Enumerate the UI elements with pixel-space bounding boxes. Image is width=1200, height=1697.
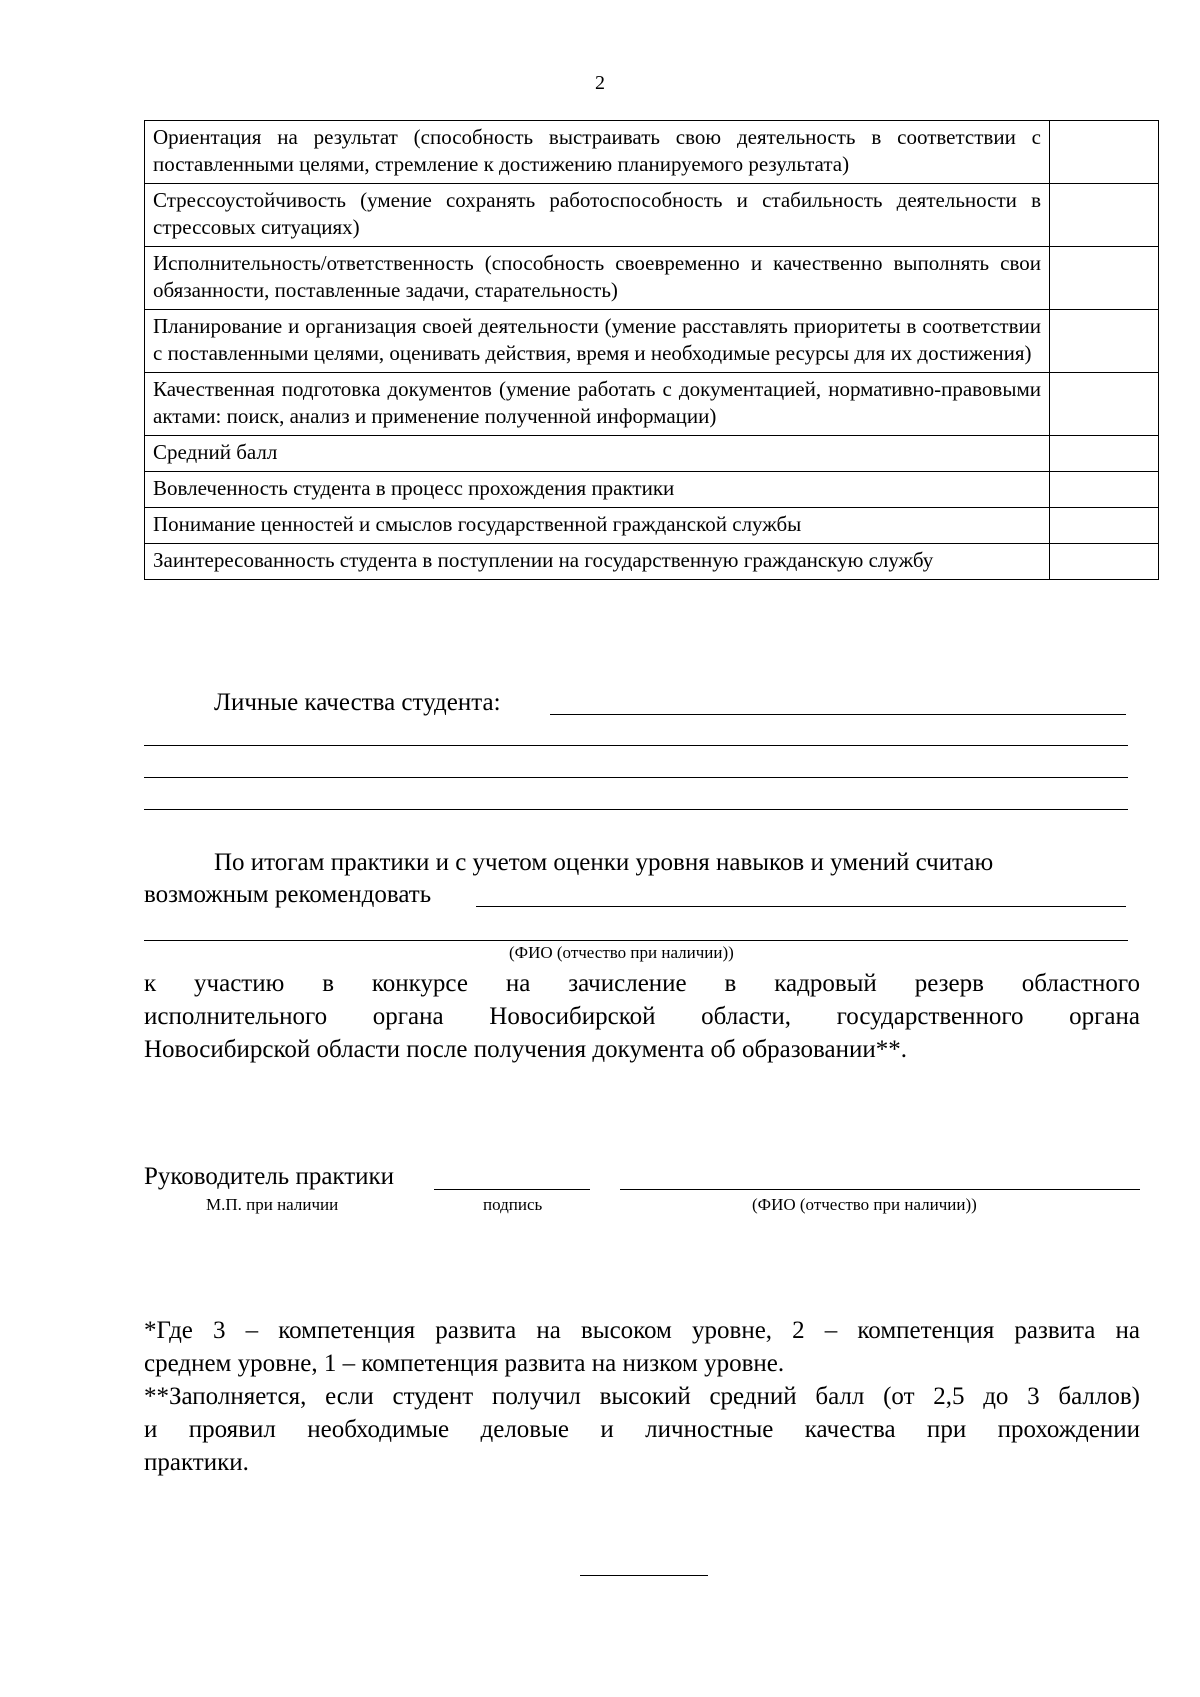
recommend-cont-3: Новосибирской области после получения документа об образовании**. xyxy=(144,1036,907,1063)
competency-row xyxy=(145,184,1159,247)
page-number: 2 xyxy=(595,72,605,94)
footnote-2-line-2: и проявил необходимые деловые и личностные качества при прохождении xyxy=(144,1416,1140,1443)
competency-score-cell[interactable] xyxy=(1050,310,1159,373)
recommend-fio-line-2[interactable] xyxy=(144,940,1128,941)
supervisor-fio-line[interactable] xyxy=(620,1189,1140,1190)
competency-row xyxy=(145,544,1159,580)
recommend-cont-2: исполнительного органа Новосибирской области, государственного органа xyxy=(144,1003,1140,1030)
competency-text: Исполнительность/ответственность (способность своевременно и качественно выполнять свои обязанности, поставленные задачи, старательность) xyxy=(145,247,1050,310)
competency-score-cell[interactable] xyxy=(1050,436,1159,472)
competency-text: Заинтересованность студента в поступлении на государственную гражданскую службу xyxy=(145,544,1050,580)
recommend-fio-caption: (ФИО (отчество при наличии)) xyxy=(509,943,734,962)
recommend-line-1: По итогам практики и с учетом оценки уровня навыков и умений считаю xyxy=(214,849,994,876)
competency-text: Средний балл xyxy=(145,436,1050,472)
competency-text: Ориентация на результат (способность выстраивать свою деятельность в соответствии с поставленными целями, стремление к достижению планируемого результата) xyxy=(145,121,1050,184)
recommend-cont-1: к участию в конкурсе на зачисление в кадровый резерв областного xyxy=(144,970,1140,997)
personal-qualities-line-2[interactable] xyxy=(144,745,1128,746)
competency-row xyxy=(145,472,1159,508)
personal-qualities-line-4[interactable] xyxy=(144,809,1128,810)
footnote-1-line-2: среднем уровне, 1 – компетенция развита на низком уровне. xyxy=(144,1350,785,1377)
recommend-fio-line[interactable] xyxy=(476,906,1126,907)
competency-table xyxy=(144,120,1159,580)
competency-score-cell[interactable] xyxy=(1050,472,1159,508)
footnote-1-line-1: *Где 3 – компетенция развита на высоком уровне, 2 – компетенция развита на xyxy=(144,1317,1140,1344)
competency-text: Стрессоустойчивость (умение сохранять работоспособность и стабильность деятельности в стрессовых ситуациях) xyxy=(145,184,1050,247)
competency-row xyxy=(145,247,1159,310)
recommend-line-2: возможным рекомендовать xyxy=(144,881,432,908)
stamp-caption: М.П. при наличии xyxy=(206,1195,339,1214)
competency-row xyxy=(145,373,1159,436)
competency-score-cell[interactable] xyxy=(1050,544,1159,580)
competency-text: Вовлеченность студента в процесс прохождения практики xyxy=(145,472,1050,508)
competency-text: Качественная подготовка документов (умение работать с документацией, нормативно-правовыми актами: поиск, анализ и применение полученной информации) xyxy=(145,373,1050,436)
competency-score-cell[interactable] xyxy=(1050,247,1159,310)
personal-qualities-label: Личные качества студента: xyxy=(214,689,501,716)
competency-row xyxy=(145,121,1159,184)
personal-qualities-line-3[interactable] xyxy=(144,777,1128,778)
personal-qualities-line-1[interactable] xyxy=(550,714,1126,715)
footnote-2-line-3: практики. xyxy=(144,1449,249,1476)
signature-line[interactable] xyxy=(434,1189,590,1190)
competency-row xyxy=(145,436,1159,472)
competency-score-cell[interactable] xyxy=(1050,373,1159,436)
competency-score-cell[interactable] xyxy=(1050,121,1159,184)
competency-row xyxy=(145,310,1159,373)
supervisor-fio-caption: (ФИО (отчество при наличии)) xyxy=(752,1195,977,1214)
supervisor-label: Руководитель практики xyxy=(144,1163,395,1190)
end-divider xyxy=(580,1575,708,1576)
competency-text: Понимание ценностей и смыслов государственной гражданской службы xyxy=(145,508,1050,544)
signature-caption: подпись xyxy=(483,1195,543,1214)
competency-score-cell[interactable] xyxy=(1050,184,1159,247)
competency-score-cell[interactable] xyxy=(1050,508,1159,544)
competency-row xyxy=(145,508,1159,544)
competency-text: Планирование и организация своей деятельности (умение расставлять приоритеты в соответствии с поставленными целями, оценивать действия, время и необходимые ресурсы для их достижения) xyxy=(145,310,1050,373)
footnote-2-line-1: **Заполняется, если студент получил высокий средний балл (от 2,5 до 3 баллов) xyxy=(144,1383,1140,1410)
